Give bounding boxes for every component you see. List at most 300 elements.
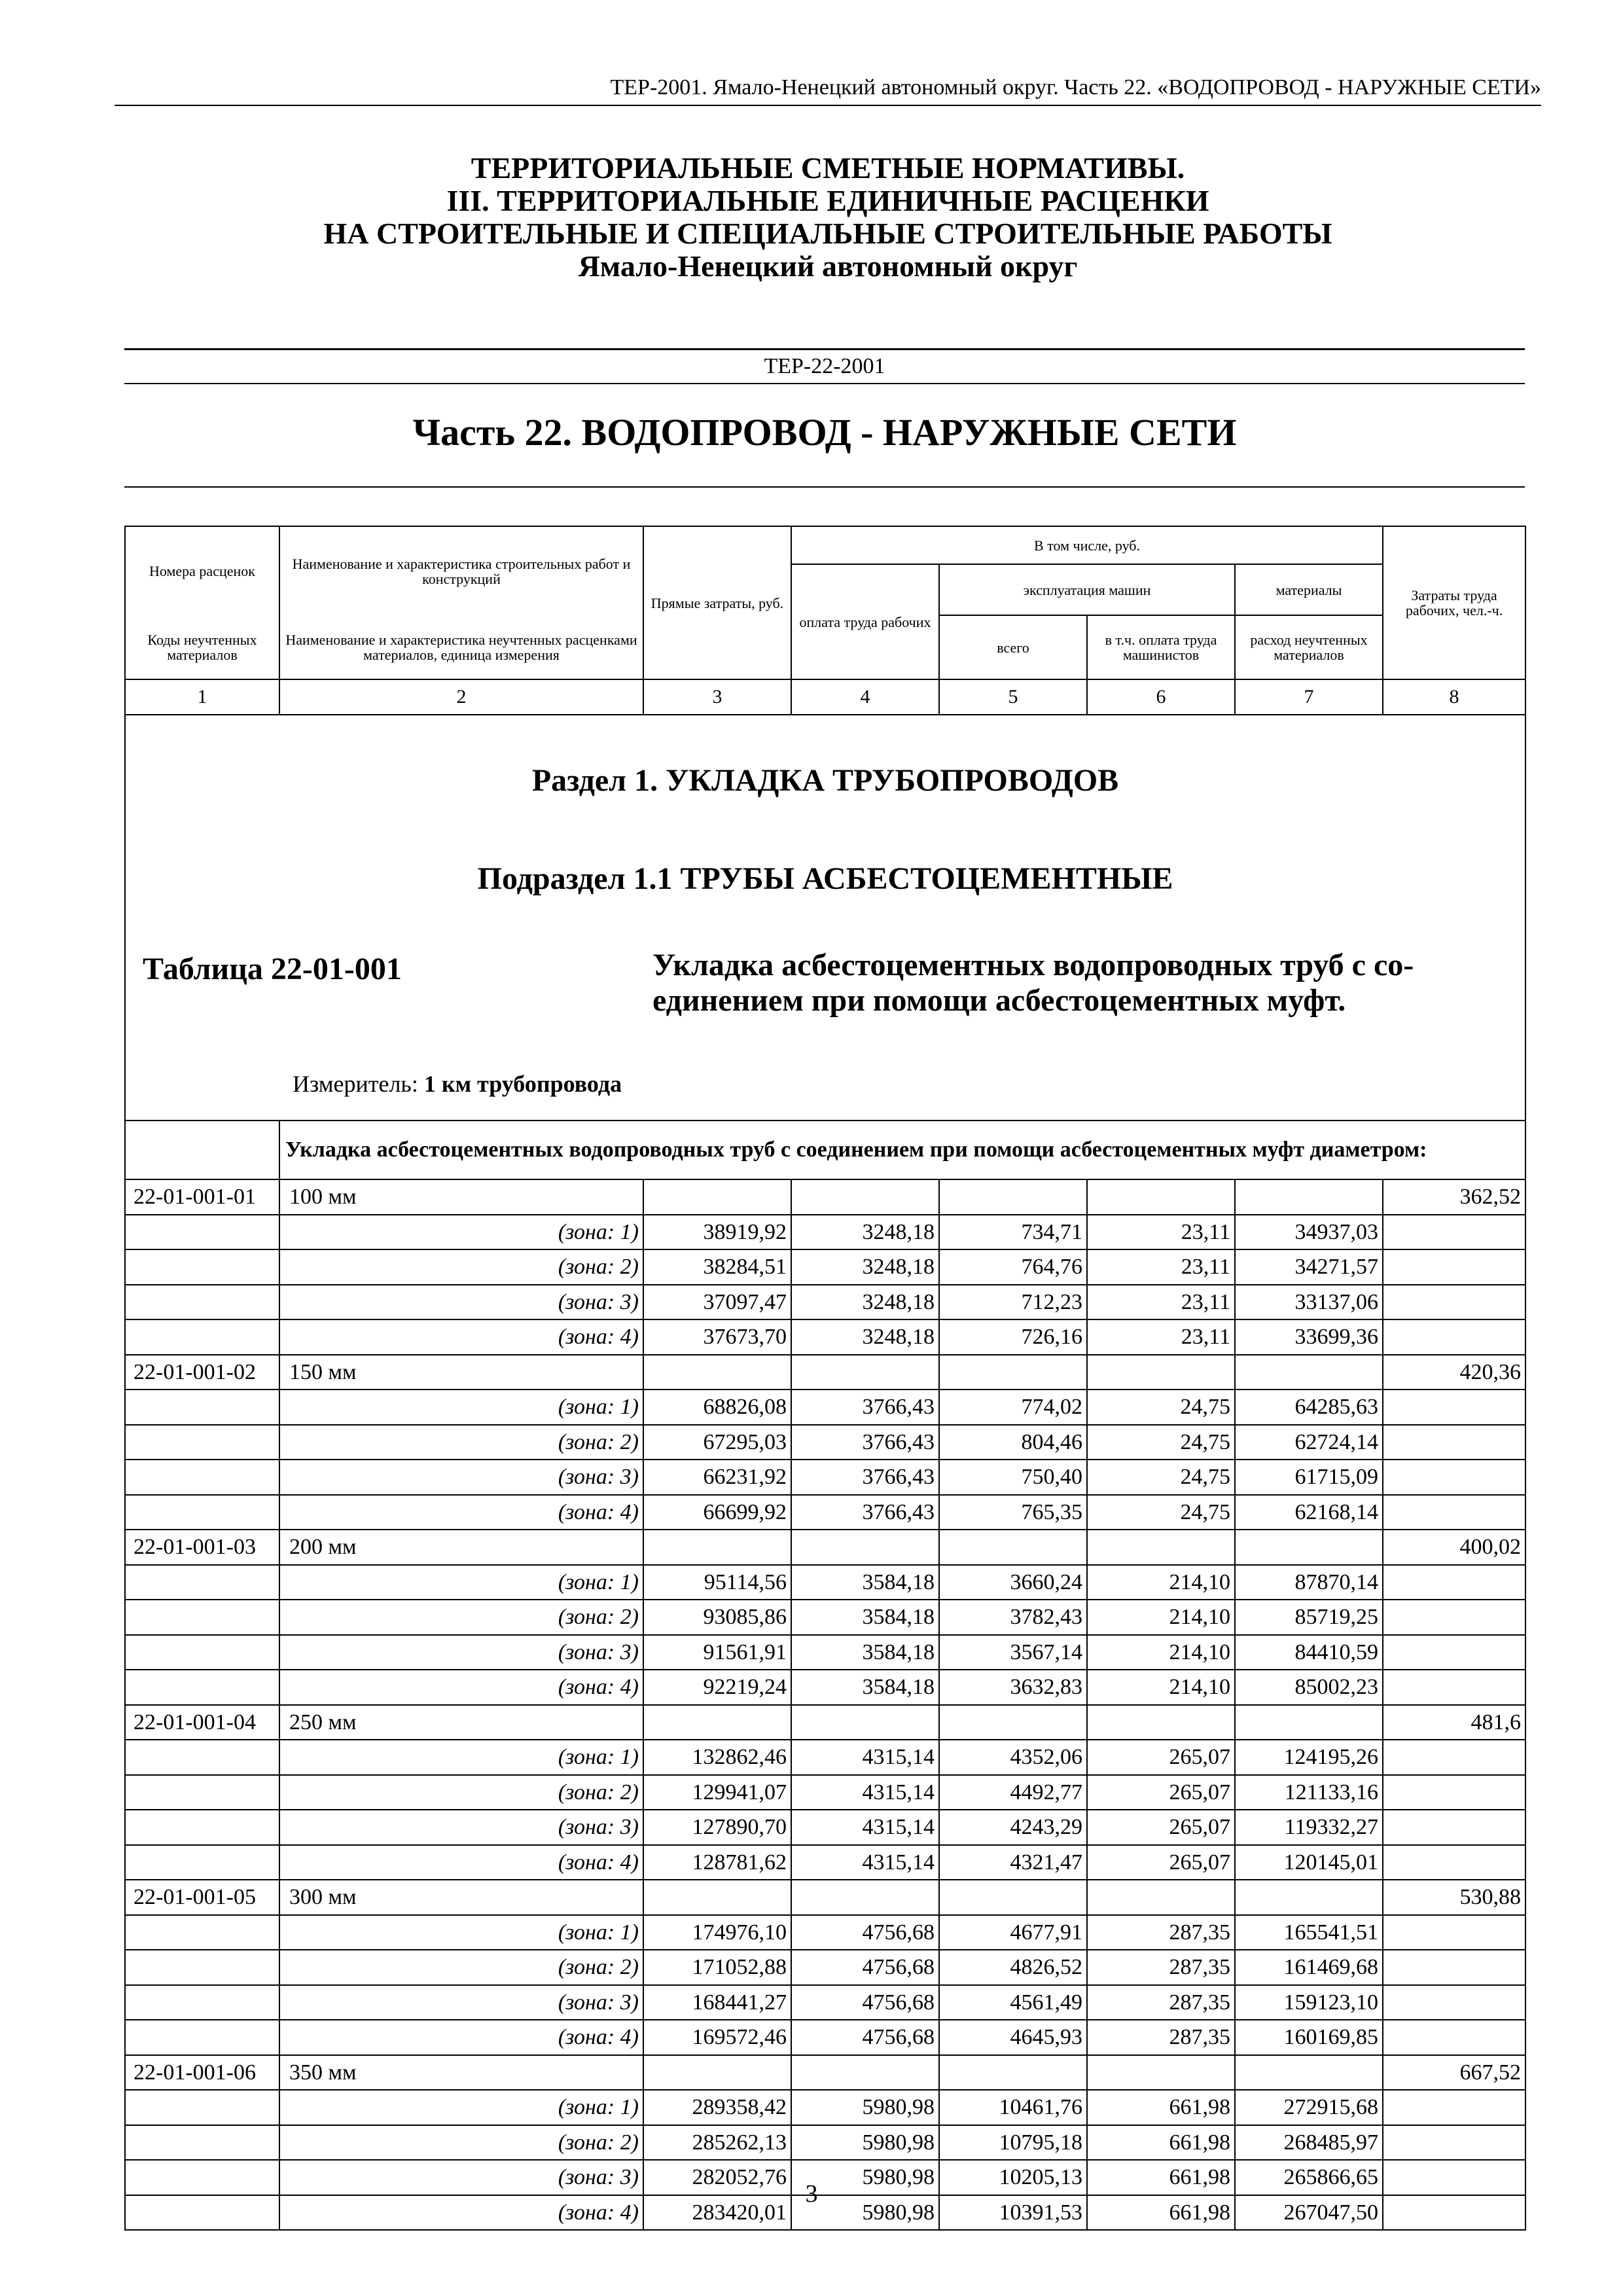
empty-cell — [125, 1285, 279, 1320]
rate-code: 22-01-001-03 — [125, 1530, 279, 1565]
empty-cell — [1383, 1810, 1525, 1845]
empty-cell — [939, 1530, 1087, 1565]
subsection-title: Подраздел 1.1 ТРУБЫ АСБЕСТОЦЕМЕНТНЫЕ — [477, 861, 1173, 896]
materials: 267047,50 — [1235, 2195, 1383, 2231]
page-number: 3 — [805, 2180, 818, 2208]
title-line: III. ТЕРРИТОРИАЛЬНЫЕ ЕДИНИЧНЫЕ РАСЦЕНКИ — [446, 184, 1209, 217]
wages: 4756,68 — [791, 1985, 939, 2020]
empty-cell — [1087, 1530, 1235, 1565]
empty-cell — [1383, 1285, 1525, 1320]
machines-total: 4352,06 — [939, 1740, 1087, 1775]
zone-label: (зона: 4) — [279, 2195, 643, 2231]
materials: 34937,03 — [1235, 1215, 1383, 1250]
header-including: В том числе, руб. — [791, 526, 1383, 564]
zone-label: (зона: 1) — [279, 1915, 643, 1950]
work-diameter: 350 мм — [279, 2055, 643, 2090]
operator-wages: 24,75 — [1087, 1390, 1235, 1425]
machines-total: 10205,13 — [939, 2160, 1087, 2195]
zone-label: (зона: 4) — [279, 2020, 643, 2055]
direct-costs: 66699,92 — [643, 1495, 791, 1530]
empty-cell — [1235, 1179, 1383, 1215]
empty-cell — [791, 1705, 939, 1740]
wages: 5980,98 — [791, 2195, 939, 2231]
direct-costs: 38284,51 — [643, 1249, 791, 1285]
empty-cell — [791, 1355, 939, 1390]
unit-value: 1 км трубопровода — [423, 1071, 622, 1097]
empty-cell — [125, 1495, 279, 1530]
ter-code: ТЕР-22-2001 — [764, 354, 885, 378]
materials: 268485,97 — [1235, 2125, 1383, 2161]
table-row — [125, 1285, 1525, 1320]
machines-total: 734,71 — [939, 1215, 1087, 1250]
materials: 33699,36 — [1235, 1319, 1383, 1355]
empty-cell — [643, 1530, 791, 1565]
header-material-name: Наименование и характеристика неучтенных расценками материалов, единица измерения — [279, 615, 643, 679]
machines-total: 4243,29 — [939, 1810, 1087, 1845]
direct-costs: 95114,56 — [643, 1565, 791, 1600]
operator-wages: 661,98 — [1087, 2125, 1235, 2161]
empty-cell — [125, 2020, 279, 2055]
wages: 3248,18 — [791, 1249, 939, 1285]
operator-wages: 214,10 — [1087, 1635, 1235, 1670]
rate-code: 22-01-001-01 — [125, 1179, 279, 1215]
header-materials: материалы — [1235, 564, 1383, 615]
operator-wages: 287,35 — [1087, 1950, 1235, 1985]
direct-costs: 128781,62 — [643, 1845, 791, 1880]
materials: 33137,06 — [1235, 1285, 1383, 1320]
unit-label: Измеритель: — [293, 1071, 418, 1097]
zone-label: (зона: 2) — [279, 1775, 643, 1810]
empty-cell — [643, 1355, 791, 1390]
table-row — [125, 1670, 1525, 1705]
operator-wages: 214,10 — [1087, 1565, 1235, 1600]
header-labor-costs: Затраты труда рабочих, чел.-ч. — [1383, 526, 1525, 679]
empty-cell — [125, 1985, 279, 2020]
zone-label: (зона: 2) — [279, 1425, 643, 1460]
table-row — [125, 1600, 1525, 1635]
direct-costs: 127890,70 — [643, 1810, 791, 1845]
wages: 4315,14 — [791, 1775, 939, 1810]
zone-label: (зона: 2) — [279, 1600, 643, 1635]
machines-total: 4645,93 — [939, 2020, 1087, 2055]
table-row — [125, 2090, 1525, 2125]
zone-label: (зона: 4) — [279, 1845, 643, 1880]
direct-costs: 68826,08 — [643, 1390, 791, 1425]
labor-cost: 667,52 — [1383, 2055, 1525, 2090]
direct-costs: 93085,86 — [643, 1600, 791, 1635]
operator-wages: 265,07 — [1087, 1740, 1235, 1775]
header-operator-wages: в т.ч. оплата труда машинистов — [1087, 615, 1235, 679]
direct-costs: 285262,13 — [643, 2125, 791, 2161]
operator-wages: 661,98 — [1087, 2090, 1235, 2125]
work-diameter: 300 мм — [279, 1880, 643, 1915]
table-row — [125, 1460, 1525, 1495]
ter-code-bottom-rule — [124, 383, 1525, 384]
empty-cell — [791, 1880, 939, 1915]
wages: 4315,14 — [791, 1740, 939, 1775]
direct-costs: 282052,76 — [643, 2160, 791, 2195]
materials: 165541,51 — [1235, 1915, 1383, 1950]
zone-label: (зона: 1) — [279, 1215, 643, 1250]
wages: 5980,98 — [791, 2125, 939, 2161]
table-row — [125, 1565, 1525, 1600]
table-row — [125, 1495, 1525, 1530]
operator-wages: 214,10 — [1087, 1600, 1235, 1635]
wages: 4756,68 — [791, 1915, 939, 1950]
empty-cell — [1087, 1705, 1235, 1740]
operator-wages: 23,11 — [1087, 1285, 1235, 1320]
empty-cell — [1383, 1670, 1525, 1705]
machines-total: 764,76 — [939, 1249, 1087, 1285]
table-row — [125, 1249, 1525, 1285]
machines-total: 774,02 — [939, 1390, 1087, 1425]
table-row — [125, 2125, 1525, 2161]
materials: 84410,59 — [1235, 1635, 1383, 1670]
empty-cell — [1087, 1179, 1235, 1215]
empty-cell — [125, 1740, 279, 1775]
column-number: 3 — [643, 679, 791, 715]
operator-wages: 23,11 — [1087, 1319, 1235, 1355]
direct-costs: 171052,88 — [643, 1950, 791, 1985]
direct-costs: 37673,70 — [643, 1319, 791, 1355]
column-number: 7 — [1235, 679, 1383, 715]
direct-costs: 169572,46 — [643, 2020, 791, 2055]
empty-cell — [1383, 1740, 1525, 1775]
rate-code: 22-01-001-02 — [125, 1355, 279, 1390]
empty-cell — [125, 1460, 279, 1495]
zone-label: (зона: 3) — [279, 2160, 643, 2195]
operator-wages: 287,35 — [1087, 1985, 1235, 2020]
labor-cost: 400,02 — [1383, 1530, 1525, 1565]
title-line: НА СТРОИТЕЛЬНЫЕ И СПЕЦИАЛЬНЫЕ СТРОИТЕЛЬНЫЕ РАБОТЫ — [323, 217, 1332, 250]
empty-cell — [125, 1390, 279, 1425]
materials: 272915,68 — [1235, 2090, 1383, 2125]
operator-wages: 24,75 — [1087, 1495, 1235, 1530]
empty-cell — [1383, 1950, 1525, 1985]
header-material-codes: Коды неучтенных материалов — [125, 615, 279, 679]
direct-costs: 289358,42 — [643, 2090, 791, 2125]
empty-cell — [1383, 1460, 1525, 1495]
materials: 161469,68 — [1235, 1950, 1383, 1985]
zone-label: (зона: 1) — [279, 2090, 643, 2125]
empty-cell — [1383, 1845, 1525, 1880]
table-row — [125, 1775, 1525, 1810]
table-row — [125, 1425, 1525, 1460]
empty-cell — [1235, 1705, 1383, 1740]
rate-code: 22-01-001-06 — [125, 2055, 279, 2090]
operator-wages: 661,98 — [1087, 2160, 1235, 2195]
wages: 3766,43 — [791, 1495, 939, 1530]
empty-cell — [1383, 1319, 1525, 1355]
column-number: 4 — [791, 679, 939, 715]
machines-total: 10795,18 — [939, 2125, 1087, 2161]
operator-wages: 23,11 — [1087, 1215, 1235, 1250]
empty-cell — [791, 1179, 939, 1215]
wages: 3766,43 — [791, 1425, 939, 1460]
empty-cell — [125, 1249, 279, 1285]
section-header-block — [125, 715, 1525, 1121]
direct-costs: 283420,01 — [643, 2195, 791, 2231]
direct-costs: 168441,27 — [643, 1985, 791, 2020]
work-diameter: 250 мм — [279, 1705, 643, 1740]
operator-wages: 265,07 — [1087, 1845, 1235, 1880]
zone-label: (зона: 3) — [279, 1810, 643, 1845]
materials: 62724,14 — [1235, 1425, 1383, 1460]
work-diameter: 100 мм — [279, 1179, 643, 1215]
empty-cell — [1087, 2055, 1235, 2090]
wages: 3584,18 — [791, 1565, 939, 1600]
zone-label: (зона: 1) — [279, 1565, 643, 1600]
part-title: Часть 22. ВОДОПРОВОД - НАРУЖНЫЕ СЕТИ — [412, 411, 1237, 454]
empty-cell — [1383, 1600, 1525, 1635]
work-diameter: 200 мм — [279, 1530, 643, 1565]
empty-cell — [1383, 2090, 1525, 2125]
zone-label: (зона: 3) — [279, 1285, 643, 1320]
wages: 3584,18 — [791, 1670, 939, 1705]
empty-cell — [1235, 1355, 1383, 1390]
empty-cell — [643, 1179, 791, 1215]
direct-costs: 92219,24 — [643, 1670, 791, 1705]
empty-cell — [1087, 1355, 1235, 1390]
table-row — [125, 1740, 1525, 1775]
empty-cell — [939, 1705, 1087, 1740]
column-number: 5 — [939, 679, 1087, 715]
zone-label: (зона: 2) — [279, 1950, 643, 1985]
wages: 3584,18 — [791, 1600, 939, 1635]
table-description: Укладка асбестоцементных водопроводных труб с со-единением при помощи асбестоцементных муфт. — [652, 948, 1414, 1018]
header-rate-number: Номера расценок — [125, 526, 279, 615]
machines-total: 3632,83 — [939, 1670, 1087, 1705]
materials: 124195,26 — [1235, 1740, 1383, 1775]
running-head: ТЕР-2001. Ямало-Ненецкий автономный округ. Часть 22. «ВОДОПРОВОД - НАРУЖНЫЕ СЕТИ» — [610, 75, 1541, 99]
empty-cell — [125, 2090, 279, 2125]
empty-cell — [125, 1635, 279, 1670]
machines-total: 765,35 — [939, 1495, 1087, 1530]
row-description: Укладка асбестоцементных водопроводных труб с соединением при помощи асбестоцементных муфт диаметром: — [279, 1121, 1525, 1179]
table-row — [125, 1390, 1525, 1425]
machines-total: 726,16 — [939, 1319, 1087, 1355]
wages: 3766,43 — [791, 1460, 939, 1495]
empty-cell — [125, 1810, 279, 1845]
materials: 87870,14 — [1235, 1565, 1383, 1600]
zone-label: (зона: 2) — [279, 2125, 643, 2161]
table-row — [125, 1845, 1525, 1880]
rates-table — [124, 526, 1526, 2231]
empty-cell — [125, 1845, 279, 1880]
machines-total: 10461,76 — [939, 2090, 1087, 2125]
direct-costs: 91561,91 — [643, 1635, 791, 1670]
zone-label: (зона: 3) — [279, 1460, 643, 1495]
materials: 85002,23 — [1235, 1670, 1383, 1705]
empty-cell — [1383, 1495, 1525, 1530]
title-line: Ямало-Ненецкий автономный округ — [578, 249, 1078, 283]
zone-label: (зона: 1) — [279, 1740, 643, 1775]
table-id: Таблица 22-01-001 — [143, 952, 402, 986]
empty-cell — [1383, 2125, 1525, 2161]
header-work-name: Наименование и характеристика строительных работ и конструкций — [279, 526, 643, 615]
materials: 62168,14 — [1235, 1495, 1383, 1530]
zone-label: (зона: 4) — [279, 1670, 643, 1705]
zone-label: (зона: 4) — [279, 1495, 643, 1530]
empty-cell — [643, 1880, 791, 1915]
direct-costs: 129941,07 — [643, 1775, 791, 1810]
wages: 5980,98 — [791, 2090, 939, 2125]
empty-cell — [1383, 1985, 1525, 2020]
empty-cell — [791, 1530, 939, 1565]
column-number: 6 — [1087, 679, 1235, 715]
machines-total: 3567,14 — [939, 1635, 1087, 1670]
empty-cell — [125, 1915, 279, 1950]
materials: 120145,01 — [1235, 1845, 1383, 1880]
empty-cell — [1235, 2055, 1383, 2090]
title-line: ТЕРРИТОРИАЛЬНЫЕ СМЕТНЫЕ НОРМАТИВЫ. — [471, 151, 1185, 185]
operator-wages: 661,98 — [1087, 2195, 1235, 2231]
empty-cell — [939, 1355, 1087, 1390]
materials: 64285,63 — [1235, 1390, 1383, 1425]
empty-cell — [125, 1319, 279, 1355]
empty-cell — [1235, 1880, 1383, 1915]
machines-total: 750,40 — [939, 1460, 1087, 1495]
table-row — [125, 1635, 1525, 1670]
empty-cell — [1383, 1775, 1525, 1810]
rate-code: 22-01-001-05 — [125, 1880, 279, 1915]
materials: 61715,09 — [1235, 1460, 1383, 1495]
machines-total: 10391,53 — [939, 2195, 1087, 2231]
header-machines-total: всего — [939, 615, 1087, 679]
column-number: 8 — [1383, 679, 1525, 715]
materials: 159123,10 — [1235, 1985, 1383, 2020]
machines-total: 4561,49 — [939, 1985, 1087, 2020]
empty-cell — [643, 1705, 791, 1740]
rate-code: 22-01-001-04 — [125, 1705, 279, 1740]
wages: 3248,18 — [791, 1285, 939, 1320]
empty-cell — [939, 1179, 1087, 1215]
operator-wages: 265,07 — [1087, 1810, 1235, 1845]
column-number: 1 — [125, 679, 279, 715]
empty-cell — [1383, 1915, 1525, 1950]
empty-cell — [125, 1670, 279, 1705]
work-diameter: 150 мм — [279, 1355, 643, 1390]
section-title: Раздел 1. УКЛАДКА ТРУБОПРОВОДОВ — [531, 763, 1119, 798]
empty-cell — [1383, 1249, 1525, 1285]
empty-cell — [1383, 1390, 1525, 1425]
empty-cell — [1087, 1880, 1235, 1915]
materials: 119332,27 — [1235, 1810, 1383, 1845]
empty-cell — [939, 2055, 1087, 2090]
zone-label: (зона: 4) — [279, 1319, 643, 1355]
zone-label: (зона: 1) — [279, 1390, 643, 1425]
machines-total: 4677,91 — [939, 1915, 1087, 1950]
materials: 265866,65 — [1235, 2160, 1383, 2195]
materials: 85719,25 — [1235, 1600, 1383, 1635]
table-row — [125, 1950, 1525, 1985]
materials: 121133,16 — [1235, 1775, 1383, 1810]
empty-cell — [1383, 1635, 1525, 1670]
table-row — [125, 1215, 1525, 1250]
labor-cost: 481,6 — [1383, 1705, 1525, 1740]
zone-label: (зона: 3) — [279, 1635, 643, 1670]
machines-total: 3782,43 — [939, 1600, 1087, 1635]
direct-costs: 174976,10 — [643, 1915, 791, 1950]
wages: 5980,98 — [791, 2160, 939, 2195]
direct-costs: 67295,03 — [643, 1425, 791, 1460]
ter-code-top-rule — [124, 348, 1525, 350]
direct-costs: 37097,47 — [643, 1285, 791, 1320]
header-wages: оплата труда рабочих — [791, 564, 939, 679]
machines-total: 3660,24 — [939, 1565, 1087, 1600]
wages: 3766,43 — [791, 1390, 939, 1425]
labor-cost: 530,88 — [1383, 1880, 1525, 1915]
wages: 4756,68 — [791, 2020, 939, 2055]
document-title — [115, 152, 1541, 283]
labor-cost: 420,36 — [1383, 1355, 1525, 1390]
direct-costs: 38919,92 — [643, 1215, 791, 1250]
wages: 3248,18 — [791, 1319, 939, 1355]
machines-total: 4492,77 — [939, 1775, 1087, 1810]
empty-cell — [1235, 1530, 1383, 1565]
empty-cell — [125, 1565, 279, 1600]
direct-costs: 66231,92 — [643, 1460, 791, 1495]
empty-cell — [1383, 1425, 1525, 1460]
zone-label: (зона: 3) — [279, 1985, 643, 2020]
wages: 3248,18 — [791, 1215, 939, 1250]
machines-total: 4826,52 — [939, 1950, 1087, 1985]
operator-wages: 287,35 — [1087, 1915, 1235, 1950]
wages: 4756,68 — [791, 1950, 939, 1985]
table-row — [125, 1915, 1525, 1950]
empty-cell — [643, 2055, 791, 2090]
operator-wages: 23,11 — [1087, 1249, 1235, 1285]
wages: 4315,14 — [791, 1845, 939, 1880]
machines-total: 712,23 — [939, 1285, 1087, 1320]
empty-cell — [939, 1880, 1087, 1915]
empty-cell — [125, 1775, 279, 1810]
table-row — [125, 1319, 1525, 1355]
header-direct-costs: Прямые затраты, руб. — [643, 526, 791, 679]
zone-label: (зона: 2) — [279, 1249, 643, 1285]
machines-total: 804,46 — [939, 1425, 1087, 1460]
column-number: 2 — [279, 679, 643, 715]
labor-cost: 362,52 — [1383, 1179, 1525, 1215]
table-row — [125, 1810, 1525, 1845]
materials: 34271,57 — [1235, 1249, 1383, 1285]
wages: 4315,14 — [791, 1810, 939, 1845]
header-unaccounted-materials: расход неучтенных материалов — [1235, 615, 1383, 679]
operator-wages: 265,07 — [1087, 1775, 1235, 1810]
wages: 3584,18 — [791, 1635, 939, 1670]
empty-cell — [125, 1215, 279, 1250]
running-head-rule — [115, 105, 1541, 106]
table-row — [125, 2020, 1525, 2055]
empty-cell — [125, 2125, 279, 2161]
empty-cell — [791, 2055, 939, 2090]
operator-wages: 24,75 — [1087, 1460, 1235, 1495]
part-title-rule — [124, 486, 1525, 488]
header-machine-operation: эксплуатация машин — [939, 564, 1235, 615]
empty-cell — [1383, 1565, 1525, 1600]
row-description-spacer — [125, 1121, 279, 1179]
table-row — [125, 1985, 1525, 2020]
operator-wages: 214,10 — [1087, 1670, 1235, 1705]
empty-cell — [1383, 2020, 1525, 2055]
empty-cell — [125, 1950, 279, 1985]
operator-wages: 24,75 — [1087, 1425, 1235, 1460]
machines-total: 4321,47 — [939, 1845, 1087, 1880]
operator-wages: 287,35 — [1087, 2020, 1235, 2055]
materials: 160169,85 — [1235, 2020, 1383, 2055]
direct-costs: 132862,46 — [643, 1740, 791, 1775]
empty-cell — [125, 1425, 279, 1460]
